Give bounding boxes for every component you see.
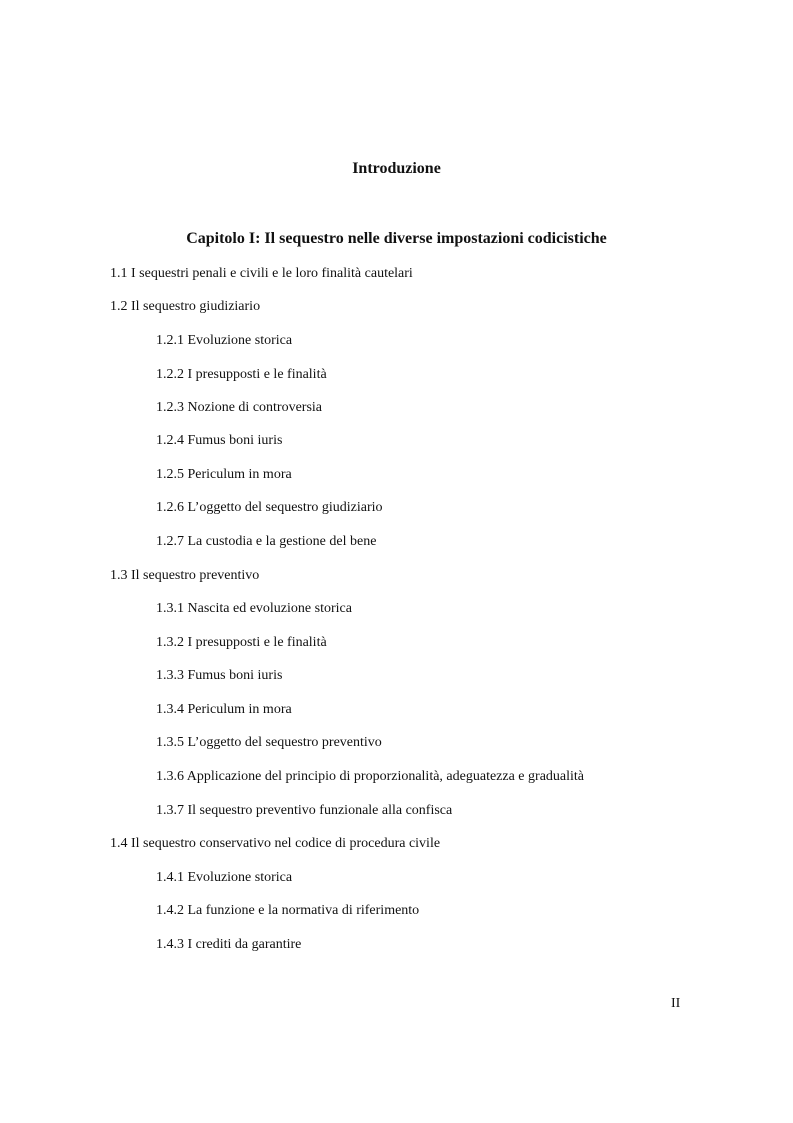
toc-entry-1-3-1: 1.3.1 Nascita ed evoluzione storica [156,601,352,616]
toc-entry-1-2-2: 1.2.2 I presupposti e le finalità [156,367,327,382]
toc-entry-1-4-2: 1.4.2 La funzione e la normativa di riferimento [156,903,420,918]
toc-entry-1-3-5: 1.3.5 L’oggetto del sequestro preventivo [156,735,382,750]
toc-entry-1-4-3: 1.4.3 I crediti da garantire [156,937,302,952]
toc-entry-1-3-2: 1.3.2 I presupposti e le finalità [156,635,327,650]
intro-heading: Introduzione [352,160,441,177]
toc-entry-1-4: 1.4 Il sequestro conservativo nel codice di procedura civile [110,836,441,851]
toc-entry-1-3: 1.3 Il sequestro preventivo [110,568,260,583]
toc-entry-1-2: 1.2 Il sequestro giudiziario [110,299,261,314]
toc-entry-1-3-4: 1.3.4 Periculum in mora [156,702,292,717]
toc-entry-1-2-4: 1.2.4 Fumus boni iuris [156,433,283,448]
toc-entry-1-2-3: 1.2.3 Nozione di controversia [156,400,323,415]
toc-entry-1-1: 1.1 I sequestri penali e civili e le loro finalità cautelari [110,266,413,281]
toc-entry-1-4-1: 1.4.1 Evoluzione storica [156,870,293,885]
page-number: II [671,996,681,1011]
toc-entry-1-3-3: 1.3.3 Fumus boni iuris [156,668,283,683]
toc-entry-1-3-6: 1.3.6 Applicazione del principio di proporzionalità, adeguatezza e gradualità [156,769,584,784]
toc-entry-1-2-5: 1.2.5 Periculum in mora [156,467,292,482]
toc-entry-1-3-7: 1.3.7 Il sequestro preventivo funzionale alla confisca [156,803,453,818]
toc-entry-1-2-7: 1.2.7 La custodia e la gestione del bene [156,534,377,549]
toc-entry-1-2-1: 1.2.1 Evoluzione storica [156,333,293,348]
toc-entry-1-2-6: 1.2.6 L’oggetto del sequestro giudiziario [156,500,383,515]
chapter-heading: Capitolo I: Il sequestro nelle diverse impostazioni codicistiche [186,230,607,247]
